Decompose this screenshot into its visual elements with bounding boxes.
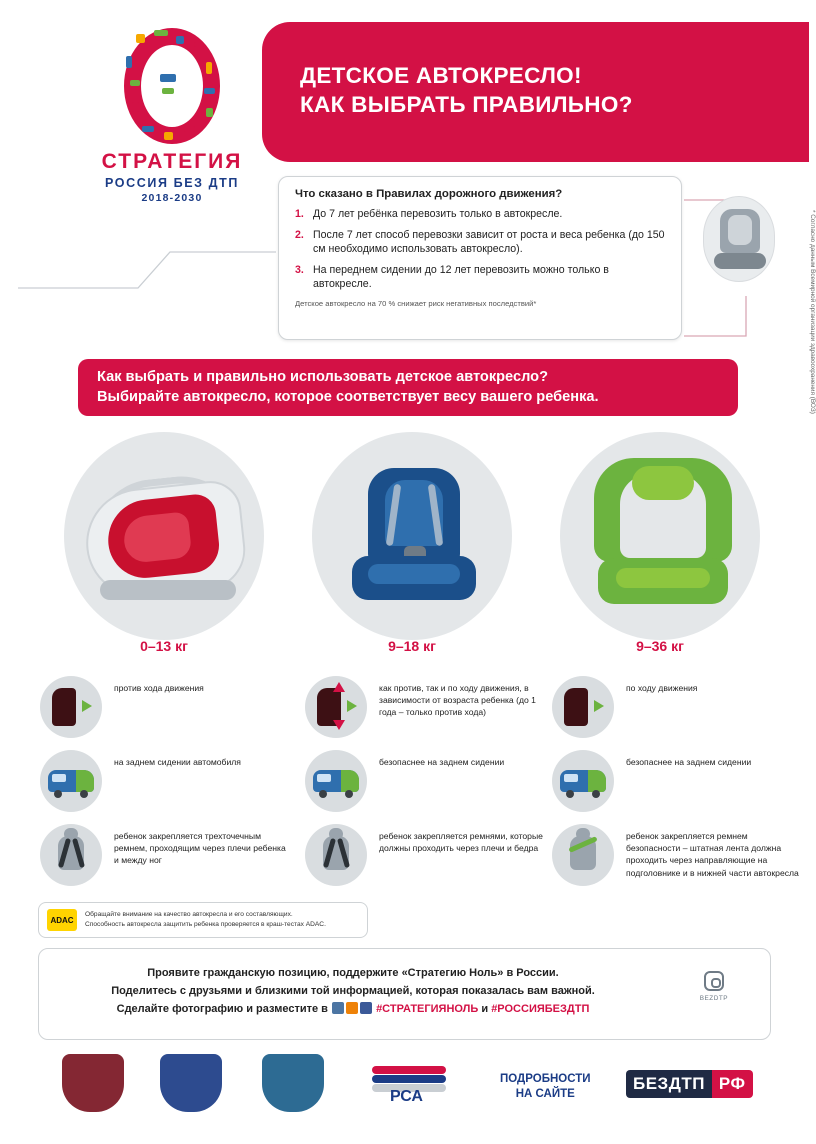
- seatbelt-icon: [552, 824, 614, 886]
- feature-column-9-36: [552, 676, 802, 898]
- seat-group-9-18: [312, 432, 512, 674]
- hashtag-strategy-zero: #СТРАТЕГИЯНОЛЬ: [376, 1002, 479, 1015]
- feature-row: [552, 676, 802, 738]
- adac-line2: Способность автокресла защитить ребенка проверяется в краш-тестах ADAC.: [85, 921, 326, 928]
- feature-row: [40, 824, 290, 886]
- logo-line1: СТРАТЕГИЯ: [101, 150, 243, 173]
- emblem-gibdd: [262, 1054, 324, 1112]
- details-text: [500, 1072, 591, 1102]
- feature-row: [552, 750, 802, 812]
- adac-line1: Обращайте внимание на качество автокресла и его составляющих.: [85, 911, 293, 919]
- feature-text: ребенок закрепляется ремнем безопасности – штатная лента должна проходить через направляющие на подголовнике и в нижней части автокресла: [626, 831, 799, 878]
- feature-text: как против, так и по ходу движения, в зависимости от возраста ребенка (до 1 года – только против хода): [379, 683, 536, 718]
- footer-logos: [0, 1048, 809, 1138]
- weight-label-9-36: 9–36 кг: [636, 638, 684, 654]
- seat-direction-icon: [40, 676, 102, 738]
- banner-line1: Как выбрать и правильно использовать детское автокресло?: [97, 369, 549, 386]
- logo-wordmark: [82, 150, 262, 204]
- page-title-line2: КАК ВЫБРАТЬ ПРАВИЛЬНО?: [300, 91, 633, 117]
- adac-text: [85, 910, 326, 930]
- who-source-note: * Согласно данным Всемирной организации здравоохранения (ВОЗ): [809, 210, 816, 414]
- car-rear-seat-icon: [40, 750, 102, 812]
- feature-column-9-18: [305, 676, 555, 898]
- logo-line2: РОССИЯ БЕЗ ДТП: [105, 176, 239, 190]
- details-line2: НА САЙТЕ: [515, 1087, 575, 1100]
- connector-line-left: [18, 244, 278, 294]
- adac-note-box: [38, 902, 368, 938]
- toddler-seat-illustration: [346, 468, 482, 614]
- call-to-action-box: [38, 948, 771, 1040]
- website-badge[interactable]: [626, 1068, 753, 1100]
- feature-row: [305, 750, 555, 812]
- instagram-handle: BEZDTP: [699, 995, 728, 1002]
- feature-column-0-13: [40, 676, 290, 898]
- seat-direction-both-icon: [305, 676, 367, 738]
- seat-direction-forward-icon: [552, 676, 614, 738]
- traffic-rules-box: [278, 176, 682, 340]
- ok-icon[interactable]: [346, 1002, 358, 1014]
- feature-row: [305, 676, 555, 738]
- list-item: [295, 228, 667, 257]
- banner-line2: Выбирайте автокресло, которое соответствует весу вашего ребенка.: [97, 388, 599, 405]
- booster-seat-illustration: [594, 458, 732, 616]
- zero-ring-icon: [108, 28, 236, 146]
- traffic-rules-note: Детское автокресло на 70 % снижает риск негативных последствий*: [295, 299, 537, 309]
- how-to-choose-banner: [78, 359, 738, 416]
- cta-text: [73, 965, 633, 1018]
- list-item-number: 1.: [295, 208, 304, 220]
- cta-line1: Проявите гражданскую позицию, поддержите «Стратегию Ноль» в России.: [147, 967, 559, 979]
- facebook-icon[interactable]: [360, 1002, 372, 1014]
- list-item: [295, 207, 667, 222]
- brand-logo: [82, 28, 262, 208]
- list-item-number: 2.: [295, 228, 304, 241]
- feature-row: [305, 824, 555, 886]
- traffic-rules-title: Что сказано в Правилах дорожного движения?: [295, 188, 563, 200]
- logo-dots-decoration: [108, 28, 236, 146]
- feature-row: [552, 824, 802, 886]
- seat-groups: [40, 432, 770, 674]
- list-item-number: 3.: [295, 263, 304, 276]
- list-item-text: После 7 лет способ перевозки зависит от роста и веса ребенка (до 150 см необходимо использовать автокресло).: [313, 228, 665, 256]
- feature-text: по ходу движения: [626, 683, 698, 693]
- details-line1: ПОДРОБНОСТИ: [500, 1073, 591, 1085]
- harness-icon: [40, 824, 102, 886]
- website-tld: РФ: [712, 1070, 753, 1098]
- harness-icon: [305, 824, 367, 886]
- page-title: [300, 62, 780, 120]
- weight-label-0-13: 0–13 кг: [140, 638, 188, 654]
- emblem-mvd: [62, 1054, 124, 1112]
- website-name: БЕЗДТП: [626, 1070, 712, 1098]
- list-item-text: До 7 лет ребёнка перевозить только в автокресле.: [313, 208, 563, 220]
- feature-text: ребенок закрепляется трехточечным ремнем, проходящим через плечи ребенка и между ног: [114, 831, 286, 866]
- logo-line3: 2018-2030: [141, 192, 203, 204]
- feature-rows: [40, 676, 799, 912]
- cta-line2: Поделитесь с друзьями и близкими той информацией, которая показалась вам важной.: [111, 984, 595, 997]
- cta-and: и: [481, 1002, 489, 1015]
- vk-icon[interactable]: [332, 1002, 344, 1014]
- weight-label-9-18: 9–18 кг: [388, 638, 436, 654]
- instagram-icon[interactable]: [704, 971, 724, 991]
- car-rear-seat-icon: [552, 750, 614, 812]
- rsa-logo: [372, 1064, 490, 1108]
- instagram-block[interactable]: [700, 971, 728, 1002]
- traffic-rules-list: [295, 207, 667, 292]
- rsa-label: РСА: [390, 1088, 423, 1105]
- cta-line3-prefix: Сделайте фотографию и разместите в: [116, 1002, 328, 1015]
- adac-logo: ADAC: [47, 909, 77, 931]
- page-title-line1: ДЕТСКОЕ АВТОКРЕСЛО!: [300, 63, 582, 88]
- mini-car-seat-illustration: [703, 196, 775, 282]
- feature-text: безопаснее на заднем сидении: [379, 757, 505, 767]
- feature-text: ребенок закрепляется ремнями, которые должны проходить через плечи и бедра: [379, 831, 543, 854]
- list-item: [295, 263, 667, 292]
- car-rear-seat-icon: [305, 750, 367, 812]
- feature-text: на заднем сидении автомобиля: [114, 757, 241, 767]
- cta-line3: [73, 1001, 633, 1019]
- seat-group-9-36: [560, 432, 760, 674]
- feature-text: безопаснее на заднем сидении: [626, 757, 752, 767]
- emblem-ministry: [160, 1054, 222, 1112]
- seat-group-0-13: [64, 432, 264, 674]
- infant-carrier-illustration: [82, 480, 250, 602]
- feature-row: [40, 676, 290, 738]
- feature-text: против хода движения: [114, 683, 204, 693]
- hashtag-russia-no-accidents: #РОССИЯБЕЗДТП: [491, 1002, 590, 1015]
- list-item-text: На переднем сидении до 12 лет перевозить можно только в автокресле.: [313, 263, 609, 291]
- feature-row: [40, 750, 290, 812]
